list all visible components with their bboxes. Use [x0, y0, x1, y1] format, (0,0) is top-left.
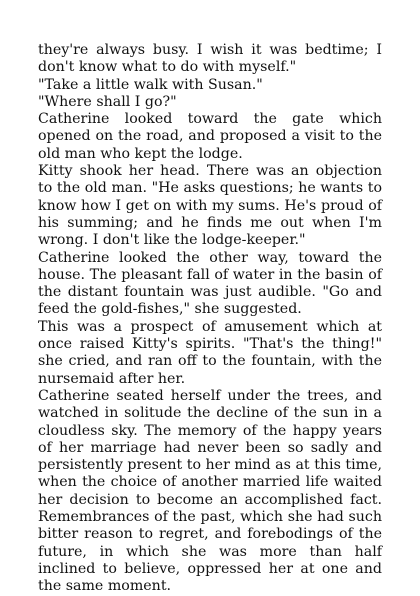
paragraph: Kitty shook her head. There was an objection to the old man. "He asks questions; he wants to know how I get on with my sums. He's proud of his summing; and he finds me out when I'm wrong. I don't like the lodge-keeper."	[38, 163, 382, 249]
paragraph: "Where shall I go?"	[38, 93, 177, 110]
paragraph: This was a prospect of amusement which at once raised Kitty's spirits. "That's the thing!" she cried, and ran off to the fountain, with the nursemaid after her.	[38, 318, 382, 387]
page-text	[38, 42, 382, 596]
paragraph: Catherine looked the other way, toward the house. The pleasant fall of water in the basin of the distant fountain was just audible. "Go and feed the gold-fishes," she suggested.	[38, 249, 382, 318]
paragraph: they're always busy. I wish it was bedtime; I don't know what to do with myself."	[38, 42, 382, 76]
paragraph: "Take a little walk with Susan."	[38, 76, 263, 93]
paragraph: Catherine seated herself under the trees, and watched in solitude the decline of the sun in a cloudless sky. The memory of the happy years of her marriage had never been so sadly and persistently present to her mind as at this time, when the choice of another married life waited her decision to become an accomplished fact. Remembrances of the past, which she had such bitter reason to regret, and forebodings of the future, in which she was more than half inclined to believe, oppressed her at one and the same moment.	[38, 387, 382, 595]
paragraph: Catherine looked toward the gate which opened on the road, and proposed a visit to the old man who kept the lodge.	[38, 111, 382, 162]
